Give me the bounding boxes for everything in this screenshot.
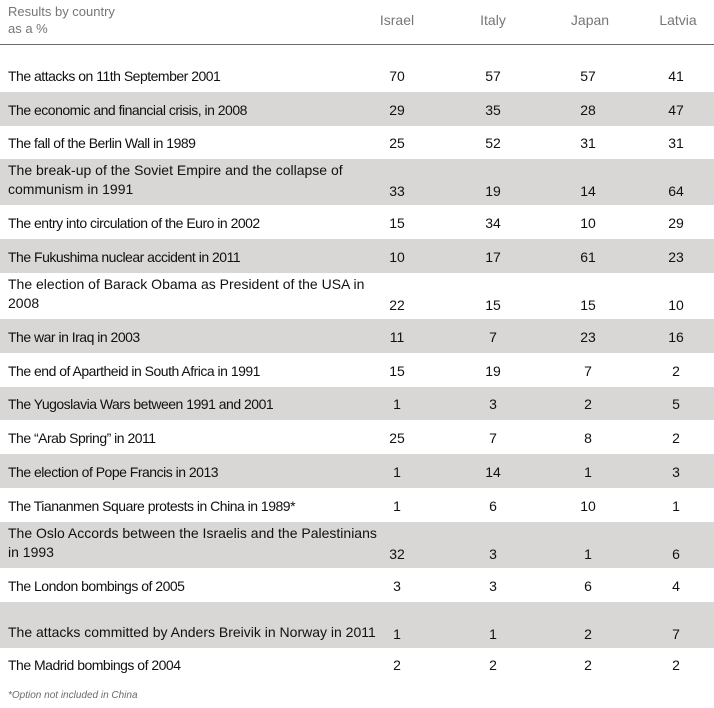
event-label: The break-up of the Soviet Empire and the collapse of communism in 1991	[8, 162, 343, 198]
value-israel: 1	[393, 625, 401, 642]
value-latvia: 29	[668, 215, 684, 232]
event-label: The Madrid bombings of 2004	[8, 657, 181, 674]
value-latvia: 7	[672, 625, 680, 642]
value-japan: 2	[584, 657, 592, 674]
event-label: The election of Pope Francis in 2013	[8, 463, 219, 480]
value-japan: 1	[584, 545, 592, 562]
value-israel: 15	[389, 215, 405, 232]
value-israel: 33	[389, 183, 405, 200]
value-israel: 25	[389, 430, 405, 447]
value-japan: 10	[580, 215, 596, 232]
value-italy: 7	[489, 430, 497, 447]
table-row	[0, 92, 714, 126]
value-latvia: 1	[672, 497, 680, 514]
value-latvia: 31	[668, 135, 684, 152]
event-label: The election of Barack Obama as President of the USA in 2008	[8, 275, 365, 311]
value-italy: 14	[485, 463, 501, 480]
column-header-israel: Israel	[379, 12, 415, 28]
value-israel: 32	[389, 545, 405, 562]
value-latvia: 23	[668, 248, 684, 265]
value-israel: 10	[389, 248, 405, 265]
value-latvia: 3	[672, 463, 680, 480]
event-label: The “Arab Spring” in 2011	[8, 430, 156, 447]
value-israel: 2	[393, 657, 401, 674]
value-japan: 2	[584, 625, 592, 642]
value-israel: 15	[389, 362, 405, 379]
value-italy: 52	[485, 135, 501, 152]
value-israel: 22	[389, 296, 405, 313]
table-row	[0, 454, 714, 488]
header-divider	[0, 44, 714, 45]
table-row	[0, 420, 714, 454]
event-label: The attacks on 11th September 2001	[8, 67, 221, 84]
event-label: The Fukushima nuclear accident in 2011	[8, 248, 241, 265]
value-italy: 1	[489, 625, 497, 642]
table-caption	[8, 3, 115, 37]
value-latvia: 64	[668, 183, 684, 200]
value-israel: 25	[389, 135, 405, 152]
value-italy: 19	[485, 183, 501, 200]
value-latvia: 47	[668, 101, 684, 118]
value-israel: 29	[389, 101, 405, 118]
caption-line-2: as a %	[8, 21, 48, 36]
column-header-latvia: Latvia	[659, 12, 697, 28]
value-israel: 1	[393, 497, 401, 514]
value-japan: 1	[584, 463, 592, 480]
table-header	[0, 0, 714, 44]
value-latvia: 41	[668, 67, 684, 84]
value-latvia: 2	[672, 657, 680, 674]
table-row	[0, 353, 714, 387]
value-japan: 14	[580, 183, 596, 200]
value-israel: 1	[393, 396, 401, 413]
value-japan: 10	[580, 497, 596, 514]
value-israel: 3	[393, 577, 401, 594]
results-table	[0, 58, 714, 681]
value-israel: 11	[389, 328, 405, 345]
event-label: The war in Iraq in 2003	[8, 328, 140, 345]
value-italy: 7	[489, 328, 497, 345]
value-italy: 17	[485, 248, 501, 265]
value-italy: 34	[485, 215, 501, 232]
value-japan: 23	[580, 328, 596, 345]
value-japan: 2	[584, 396, 592, 413]
event-label: The London bombings of 2005	[8, 577, 185, 594]
event-label: The Oslo Accords between the Israelis and the Palestinians in 1993	[8, 524, 377, 560]
value-japan: 61	[580, 248, 596, 265]
value-latvia: 2	[672, 430, 680, 447]
value-japan: 31	[580, 135, 596, 152]
value-latvia: 2	[672, 362, 680, 379]
table-row	[0, 205, 714, 239]
column-header-italy: Italy	[480, 12, 506, 28]
table-row	[0, 319, 714, 353]
table-row	[0, 58, 714, 92]
value-italy: 35	[485, 101, 501, 118]
value-japan: 15	[580, 296, 596, 313]
value-japan: 8	[584, 430, 592, 447]
value-latvia: 10	[668, 296, 684, 313]
event-label: The end of Apartheid in South Africa in 1991	[8, 362, 260, 379]
table-row	[0, 568, 714, 602]
caption-line-1: Results by country	[8, 4, 115, 19]
table-row	[0, 387, 714, 421]
value-italy: 19	[485, 362, 501, 379]
table-row	[0, 273, 714, 319]
value-latvia: 5	[672, 396, 680, 413]
table-row	[0, 126, 714, 160]
value-latvia: 4	[672, 577, 680, 594]
event-label: The Tiananmen Square protests in China in 1989*	[8, 497, 296, 514]
value-israel: 1	[393, 463, 401, 480]
value-latvia: 16	[668, 328, 684, 345]
value-italy: 57	[485, 67, 501, 84]
value-italy: 3	[489, 396, 497, 413]
event-label: The entry into circulation of the Euro in 2002	[8, 215, 260, 232]
column-header-japan: Japan	[570, 12, 610, 28]
event-label: The attacks committed by Anders Breivik in Norway in 2011	[8, 623, 376, 640]
value-italy: 15	[485, 296, 501, 313]
value-italy: 3	[489, 545, 497, 562]
table-row	[0, 488, 714, 522]
table-row	[0, 159, 714, 205]
value-japan: 28	[580, 101, 596, 118]
footnote: *Option not included in China	[8, 690, 138, 701]
event-label: The economic and financial crisis, in 2008	[8, 101, 247, 118]
value-italy: 3	[489, 577, 497, 594]
table-row	[0, 602, 714, 648]
table-row	[0, 239, 714, 273]
value-latvia: 6	[672, 545, 680, 562]
event-label: The fall of the Berlin Wall in 1989	[8, 135, 196, 152]
event-label: The Yugoslavia Wars between 1991 and 2001	[8, 396, 274, 413]
table-row	[0, 522, 714, 568]
value-italy: 6	[489, 497, 497, 514]
value-italy: 2	[489, 657, 497, 674]
value-japan: 7	[584, 362, 592, 379]
table-row	[0, 648, 714, 682]
value-israel: 70	[389, 67, 405, 84]
value-japan: 57	[580, 67, 596, 84]
value-japan: 6	[584, 577, 592, 594]
